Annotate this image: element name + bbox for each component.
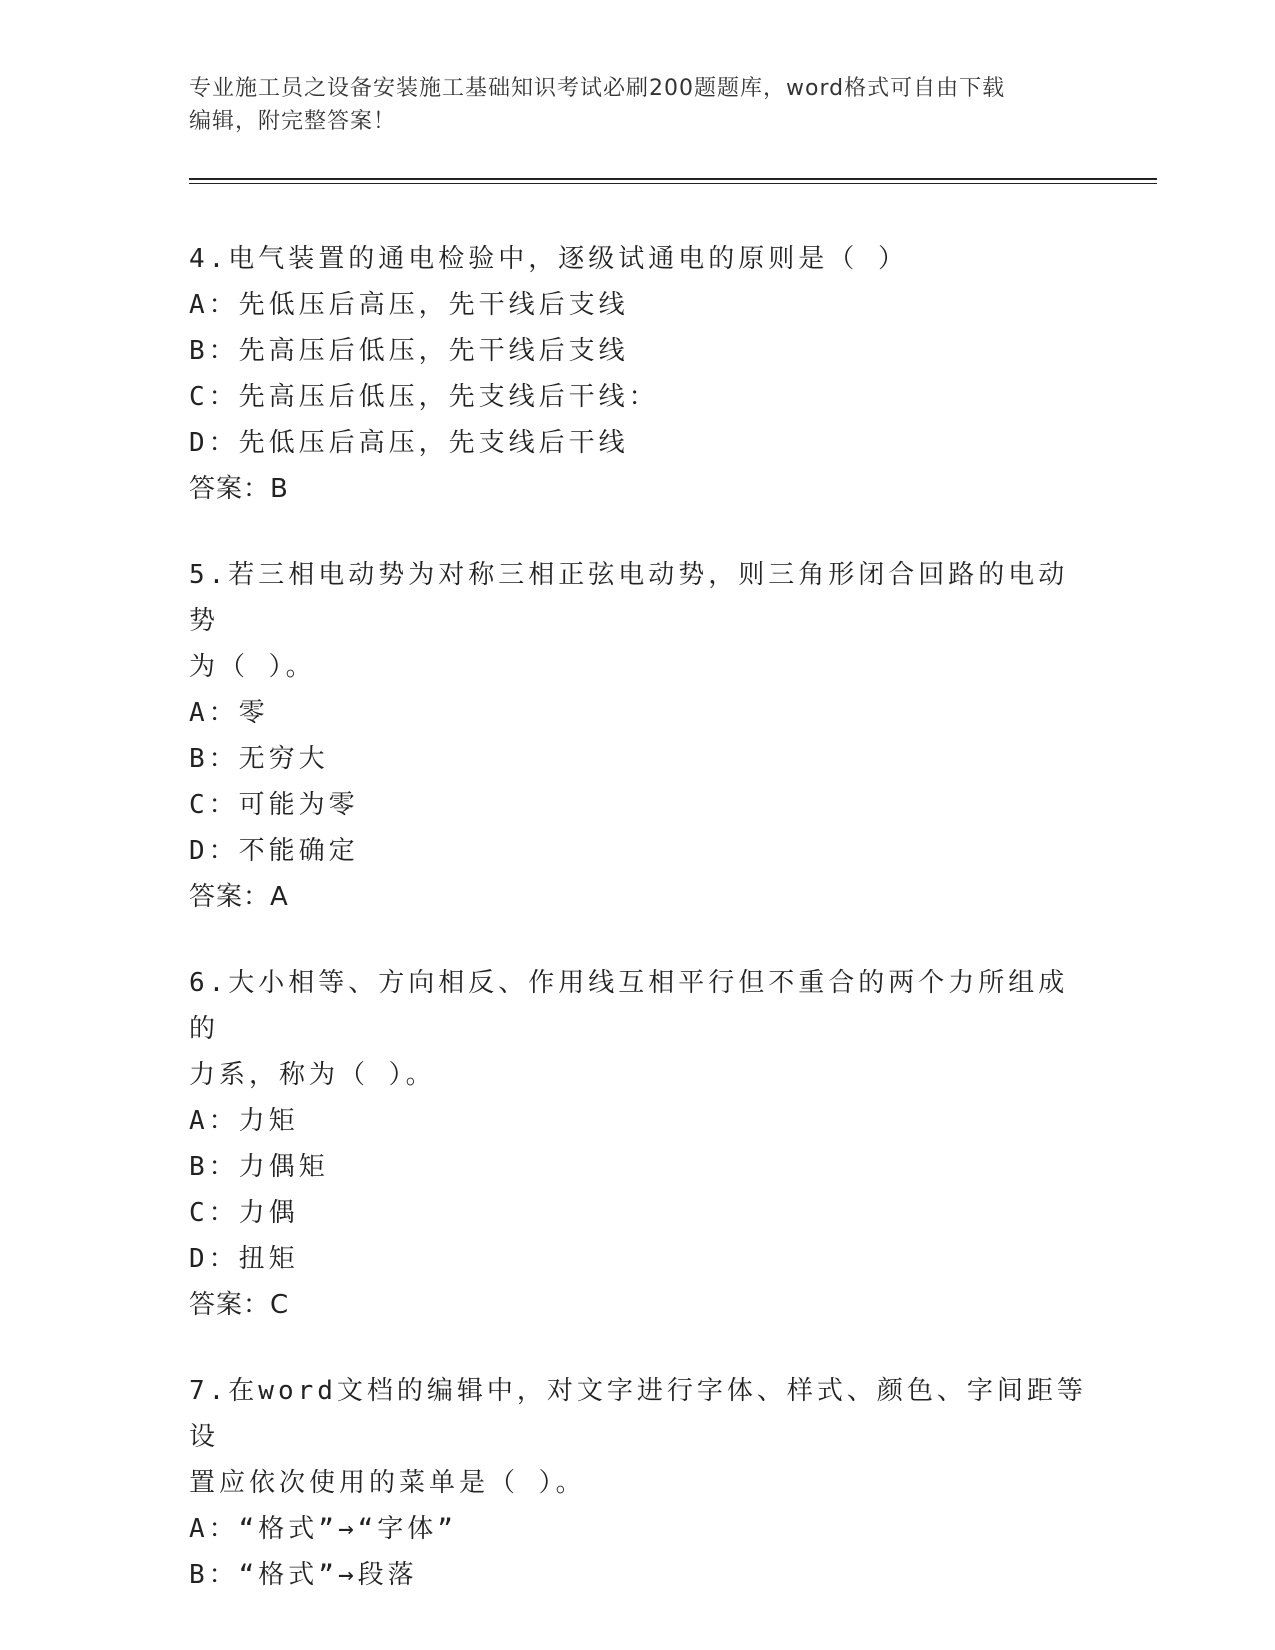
question-7 [189,1368,1089,1598]
document-header [189,72,1089,138]
question-text: 5.若三相电动势为对称三相正弦电动势，则三角形闭合回路的电动势 [189,560,1069,636]
question-text: 4.电气装置的通电检验中，逐级试通电的原则是（ ） [189,244,908,274]
question-5 [189,552,1089,920]
option-d: D：扭矩 [189,1244,299,1274]
option-b: B：力偶矩 [189,1152,329,1182]
option-a: A：先低压后高压，先干线后支线 [189,290,629,320]
answer: 答案：B [189,474,289,504]
option-d: D：先低压后高压，先支线后干线 [189,428,629,458]
option-c: C：力偶 [189,1198,299,1228]
question-6 [189,960,1089,1328]
option-c: C：先高压后低压，先支线后干线： [189,382,659,412]
option-c: C：可能为零 [189,790,359,820]
question-text: 7.在word文档的编辑中，对文字进行字体、样式、颜色、字间距等设 [189,1376,1087,1452]
question-text: 6.大小相等、方向相反、作用线互相平行但不重合的两个力所组成的 [189,968,1069,1044]
option-b: B：先高压后低压，先干线后支线 [189,336,629,366]
option-a: A：零 [189,698,269,728]
question-text-continued: 置应依次使用的菜单是（ ）。 [189,1468,586,1498]
option-a: A：“格式”→“字体” [189,1514,457,1544]
header-line-1: 专业施工员之设备安装施工基础知识考试必刷200题题库，word格式可自由下载 [189,76,1006,101]
question-list [189,236,1089,1638]
option-b: B：无穷大 [189,744,329,774]
option-a: A：力矩 [189,1106,299,1136]
header-line-2: 编辑，附完整答案！ [189,109,397,134]
question-text-continued: 力系，称为（ ）。 [189,1060,436,1090]
option-d: D：不能确定 [189,836,359,866]
question-text-continued: 为（ ）。 [189,652,316,682]
option-b: B：“格式”→段落 [189,1560,418,1590]
question-4 [189,236,1089,512]
answer: 答案：A [189,882,289,912]
header-rule-thick [189,178,1157,180]
answer: 答案：C [189,1290,290,1320]
header-rule-thin [189,183,1157,184]
